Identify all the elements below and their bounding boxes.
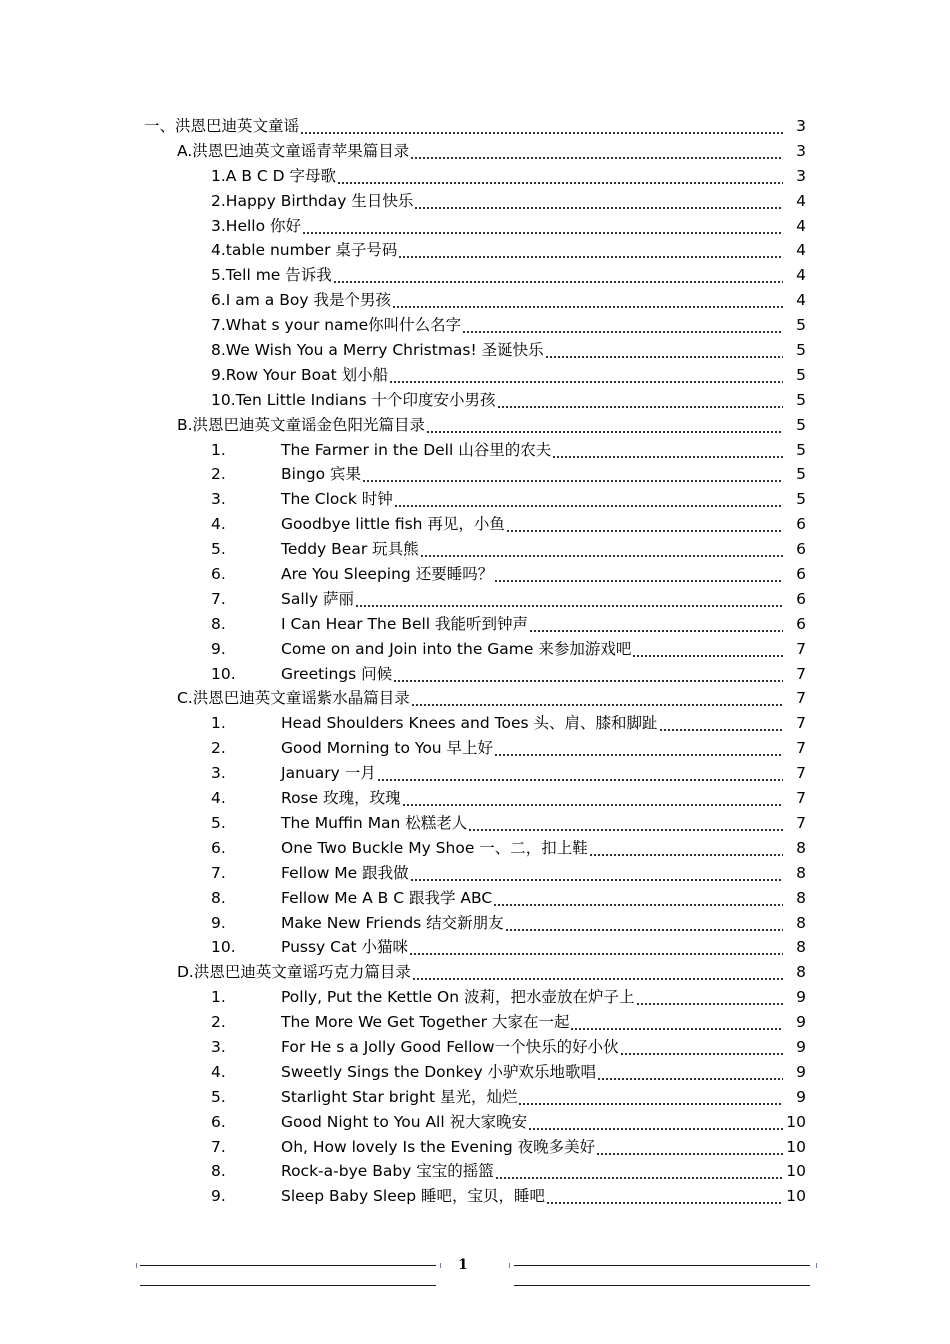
- toc-entry[interactable]: [0, 1135, 950, 1160]
- toc-entry-title: Starlight Star bright 星光，灿烂: [281, 1087, 518, 1106]
- toc-entry[interactable]: [0, 761, 950, 786]
- toc-entry-number: 3.: [211, 764, 226, 783]
- toc-entry-number: 6.: [211, 1112, 226, 1131]
- dot-leader: [659, 711, 784, 736]
- toc-entry-page: 3: [796, 141, 806, 160]
- dot-leader: [545, 338, 783, 363]
- toc-entry-number: 3.: [211, 1037, 226, 1056]
- toc-entry-title: The More We Get Together 大家在一起: [281, 1013, 570, 1032]
- toc-entry[interactable]: [0, 686, 950, 711]
- dot-leader: [494, 736, 783, 761]
- toc-entry-title: Are You Sleeping 还要睡吗？: [281, 565, 494, 584]
- toc-entry-page: 6: [796, 614, 806, 633]
- toc-entry-number: 8.: [211, 1162, 226, 1181]
- toc-entry-number: 1.: [211, 988, 226, 1007]
- dot-leader: [505, 911, 783, 936]
- dot-leader: [411, 686, 783, 711]
- toc-entry-page: 7: [796, 764, 806, 783]
- toc-entry-number: 5.: [211, 813, 226, 832]
- toc-entry-page: 5: [796, 465, 806, 484]
- toc-entry-page: 8: [796, 913, 806, 932]
- dot-leader: [597, 1060, 783, 1085]
- dot-leader: [300, 114, 783, 139]
- toc-entry-title: Sleep Baby Sleep 睡吧，宝贝，睡吧: [281, 1187, 546, 1206]
- toc-entry-title: B.洪恩巴迪英文童谣金色阳光篇目录: [177, 415, 426, 434]
- toc-entry-number: 2.: [211, 1013, 226, 1032]
- dot-leader: [409, 935, 783, 960]
- dot-leader: [414, 189, 783, 214]
- dot-leader: [636, 985, 784, 1010]
- toc-entry-number: 7.: [211, 1137, 226, 1156]
- dot-leader: [462, 313, 783, 338]
- toc-entry[interactable]: [0, 363, 950, 388]
- toc-entry[interactable]: [0, 811, 950, 836]
- toc-entry-page: 10: [786, 1112, 806, 1131]
- toc-entry-page: 4: [796, 266, 806, 285]
- toc-entry-number: 7.: [211, 589, 226, 608]
- toc-entry-title: 一、洪恩巴迪英文童谣: [144, 117, 300, 135]
- toc-entry-page: 5: [796, 415, 806, 434]
- toc-entry-page: 5: [796, 365, 806, 384]
- toc-entry-title: Goodbye little fish 再见，小鱼: [281, 515, 505, 534]
- toc-entry-page: 9: [796, 1087, 806, 1106]
- toc-entry-number: 10.: [211, 664, 236, 683]
- toc-entry-title: Fellow Me A B C 跟我学 ABC: [281, 888, 493, 907]
- toc-entry-title: Sally 萨丽: [281, 589, 355, 608]
- footer-rule-left-bottom: [140, 1285, 436, 1286]
- footer-mark-right-inner: [509, 1263, 510, 1268]
- toc-entry-title: Rose 玫瑰，玫瑰: [281, 789, 401, 808]
- toc-entry-page: 4: [796, 241, 806, 260]
- dot-leader: [493, 886, 783, 911]
- toc-entry[interactable]: [0, 886, 950, 911]
- dot-leader: [552, 438, 783, 463]
- toc-entry[interactable]: [0, 1159, 950, 1184]
- dot-leader: [333, 263, 783, 288]
- dot-leader: [355, 587, 783, 612]
- toc-entry-title: Polly, Put the Kettle On 波莉，把水壶放在炉子上: [281, 988, 635, 1007]
- toc-entry-page: 10: [786, 1137, 806, 1156]
- toc-entry[interactable]: [0, 238, 950, 263]
- footer-rule-right-top: [514, 1265, 810, 1266]
- toc-entry-title: For He s a Jolly Good Fellow一个快乐的好小伙: [281, 1037, 619, 1056]
- toc-entry-number: 6.: [211, 565, 226, 584]
- dot-leader: [410, 861, 783, 886]
- toc-entry-page: 7: [796, 789, 806, 808]
- toc-entry[interactable]: [0, 985, 950, 1010]
- toc-entry[interactable]: [0, 487, 950, 512]
- toc-entry-number: 9.: [211, 639, 226, 658]
- dot-leader: [620, 1035, 783, 1060]
- toc-entry[interactable]: [0, 1184, 950, 1209]
- footer-rule-right-bottom: [514, 1285, 810, 1286]
- toc-entry[interactable]: [0, 388, 950, 413]
- toc-entry-title: Sweetly Sings the Donkey 小驴欢乐地歌唱: [281, 1062, 597, 1081]
- toc-entry[interactable]: [0, 562, 950, 587]
- dot-leader: [506, 512, 783, 537]
- toc-entry[interactable]: [0, 587, 950, 612]
- toc-entry-page: 8: [796, 888, 806, 907]
- toc-entry-title: January 一月: [281, 764, 376, 783]
- toc-entry[interactable]: [0, 662, 950, 687]
- dot-leader: [337, 164, 783, 189]
- toc-entry[interactable]: [0, 338, 950, 363]
- toc-entry-title: 9.Row Your Boat 划小船: [211, 365, 389, 384]
- toc-entry[interactable]: [0, 786, 950, 811]
- toc-entry[interactable]: [0, 263, 950, 288]
- toc-entry[interactable]: [0, 1010, 950, 1035]
- toc-entry-title: Oh, How lovely Is the Evening 夜晚多美好: [281, 1137, 596, 1156]
- toc-entry-page: 10: [786, 1162, 806, 1181]
- dot-leader: [389, 363, 783, 388]
- dot-leader: [393, 662, 783, 687]
- toc-entry-page: 7: [796, 689, 806, 708]
- dot-leader: [528, 1110, 783, 1135]
- toc-entry-number: 2.: [211, 465, 226, 484]
- toc-entry[interactable]: [0, 537, 950, 562]
- toc-entry-number: 8.: [211, 614, 226, 633]
- toc-entry[interactable]: [0, 836, 950, 861]
- toc-entry-title: D.洪恩巴迪英文童谣巧克力篇目录: [177, 963, 411, 982]
- page-number: 1: [458, 1257, 468, 1273]
- toc-entry-number: 1.: [211, 714, 226, 733]
- dot-leader: [412, 960, 783, 985]
- toc-entry[interactable]: [0, 413, 950, 438]
- toc-entry-number: 9.: [211, 913, 226, 932]
- toc-entry-page: 4: [796, 191, 806, 210]
- dot-leader: [392, 288, 783, 313]
- footer-rule-left-top: [140, 1265, 436, 1266]
- toc-entry-page: 9: [796, 1037, 806, 1056]
- toc-entry[interactable]: [0, 164, 950, 189]
- toc-entry-title: 10.Ten Little Indians 十个印度安小男孩: [211, 390, 496, 409]
- toc-entry[interactable]: [0, 1085, 950, 1110]
- toc-entry-title: The Clock 时钟: [281, 490, 393, 509]
- toc-entry[interactable]: [0, 462, 950, 487]
- dot-leader: [518, 1085, 783, 1110]
- toc-entry-title: Greetings 问候: [281, 664, 393, 683]
- toc-entry-title: 6.I am a Boy 我是个男孩: [211, 291, 391, 310]
- dot-leader: [302, 214, 783, 239]
- dot-leader: [546, 1184, 783, 1209]
- toc-entry-number: 2.: [211, 739, 226, 758]
- toc-entry-title: 1.A B C D 字母歌: [211, 166, 336, 185]
- toc-entry-title: Head Shoulders Knees and Toes 头、肩、膝和脚趾: [281, 714, 658, 733]
- toc-entry-title: Fellow Me 跟我做: [281, 863, 409, 882]
- dot-leader: [494, 562, 783, 587]
- footer-mark-left-inner: [440, 1263, 441, 1268]
- toc-entry[interactable]: [0, 911, 950, 936]
- table-of-contents: [0, 114, 950, 1209]
- toc-entry[interactable]: [0, 189, 950, 214]
- footer-mark-right: [816, 1263, 817, 1268]
- toc-entry-title: Teddy Bear 玩具熊: [281, 540, 419, 559]
- dot-leader: [362, 462, 783, 487]
- toc-entry-number: 4.: [211, 515, 226, 534]
- toc-entry[interactable]: [0, 139, 950, 164]
- toc-entry-page: 3: [796, 117, 806, 135]
- toc-entry-page: 9: [796, 988, 806, 1007]
- toc-entry-title: The Muffin Man 松糕老人: [281, 813, 468, 832]
- toc-entry-page: 6: [796, 565, 806, 584]
- toc-entry-title: The Farmer in the Dell 山谷里的农夫: [281, 440, 552, 459]
- toc-entry-number: 9.: [211, 1187, 226, 1206]
- toc-entry-title: Rock-a-bye Baby 宝宝的摇篮: [281, 1162, 494, 1181]
- toc-entry-page: 8: [796, 863, 806, 882]
- toc-entry-page: 3: [796, 166, 806, 185]
- toc-entry[interactable]: [0, 114, 950, 139]
- toc-entry-title: 4.table number 桌子号码: [211, 241, 398, 260]
- toc-entry[interactable]: [0, 935, 950, 960]
- toc-entry-title: 3.Hello 你好: [211, 216, 302, 235]
- toc-entry-title: 2.Happy Birthday 生日快乐: [211, 191, 414, 210]
- dot-leader: [426, 413, 783, 438]
- dot-leader: [570, 1010, 783, 1035]
- toc-entry-number: 1.: [211, 440, 226, 459]
- dot-leader: [402, 786, 783, 811]
- toc-entry-title: Good Morning to You 早上好: [281, 739, 494, 758]
- toc-entry-title: Make New Friends 结交新朋友: [281, 913, 504, 932]
- dot-leader: [596, 1135, 783, 1160]
- toc-entry-page: 8: [796, 938, 806, 957]
- toc-entry-title: 5.Tell me 告诉我: [211, 266, 332, 285]
- dot-leader: [377, 761, 783, 786]
- toc-entry-number: 5.: [211, 540, 226, 559]
- dot-leader: [495, 1159, 783, 1184]
- toc-entry[interactable]: [0, 1060, 950, 1085]
- toc-entry-page: 5: [796, 390, 806, 409]
- dot-leader: [420, 537, 783, 562]
- dot-leader: [589, 836, 783, 861]
- toc-entry-title: Come on and Join into the Game 来参加游戏吧: [281, 639, 632, 658]
- toc-entry-title: I Can Hear The Bell 我能听到钟声: [281, 614, 529, 633]
- footer-mark-left: [136, 1263, 137, 1268]
- toc-entry[interactable]: [0, 288, 950, 313]
- toc-entry-number: 4.: [211, 1062, 226, 1081]
- toc-entry-number: 7.: [211, 863, 226, 882]
- dot-leader: [468, 811, 783, 836]
- toc-entry-number: 6.: [211, 838, 226, 857]
- toc-entry-page: 7: [796, 739, 806, 758]
- toc-entry-title: C.洪恩巴迪英文童谣紫水晶篇目录: [177, 689, 410, 708]
- toc-entry[interactable]: [0, 612, 950, 637]
- toc-entry-page: 8: [796, 838, 806, 857]
- toc-entry-page: 6: [796, 540, 806, 559]
- toc-entry-page: 7: [796, 813, 806, 832]
- dot-leader: [529, 612, 783, 637]
- toc-entry-title: Good Night to You All 祝大家晚安: [281, 1112, 528, 1131]
- toc-entry-page: 7: [796, 639, 806, 658]
- dot-leader: [394, 487, 783, 512]
- dot-leader: [398, 238, 783, 263]
- toc-entry-page: 6: [796, 515, 806, 534]
- toc-entry[interactable]: [0, 861, 950, 886]
- toc-entry[interactable]: [0, 512, 950, 537]
- toc-entry-title: One Two Buckle My Shoe 一、二，扣上鞋: [281, 838, 588, 857]
- toc-entry-title: A.洪恩巴迪英文童谣青苹果篇目录: [177, 141, 410, 160]
- dot-leader: [497, 388, 783, 413]
- toc-entry-title: Bingo 宾果: [281, 465, 362, 484]
- toc-entry-page: 5: [796, 440, 806, 459]
- toc-entry-page: 4: [796, 291, 806, 310]
- toc-entry[interactable]: [0, 313, 950, 338]
- dot-leader: [410, 139, 783, 164]
- toc-entry-number: 10.: [211, 938, 236, 957]
- dot-leader: [632, 637, 783, 662]
- toc-entry-page: 8: [796, 963, 806, 982]
- toc-entry-page: 7: [796, 714, 806, 733]
- toc-entry-page: 5: [796, 316, 806, 335]
- toc-entry[interactable]: [0, 1110, 950, 1135]
- toc-entry[interactable]: [0, 438, 950, 463]
- toc-entry-number: 5.: [211, 1087, 226, 1106]
- toc-entry-page: 5: [796, 341, 806, 360]
- toc-entry-number: 4.: [211, 789, 226, 808]
- toc-entry-page: 10: [786, 1187, 806, 1206]
- toc-entry-number: 8.: [211, 888, 226, 907]
- toc-entry[interactable]: [0, 736, 950, 761]
- toc-entry-page: 9: [796, 1013, 806, 1032]
- toc-entry-title: Pussy Cat 小猫咪: [281, 938, 408, 957]
- toc-entry-title: 8.We Wish You a Merry Christmas! 圣诞快乐: [211, 341, 544, 360]
- toc-entry-page: 5: [796, 490, 806, 509]
- toc-entry[interactable]: [0, 711, 950, 736]
- toc-entry[interactable]: [0, 637, 950, 662]
- toc-entry-page: 7: [796, 664, 806, 683]
- toc-entry-title: 7.What s your name你叫什么名字: [211, 316, 462, 335]
- toc-entry[interactable]: [0, 960, 950, 985]
- toc-entry[interactable]: [0, 1035, 950, 1060]
- toc-entry-page: 9: [796, 1062, 806, 1081]
- toc-entry[interactable]: [0, 214, 950, 239]
- toc-entry-number: 3.: [211, 490, 226, 509]
- toc-entry-page: 6: [796, 589, 806, 608]
- toc-entry-page: 4: [796, 216, 806, 235]
